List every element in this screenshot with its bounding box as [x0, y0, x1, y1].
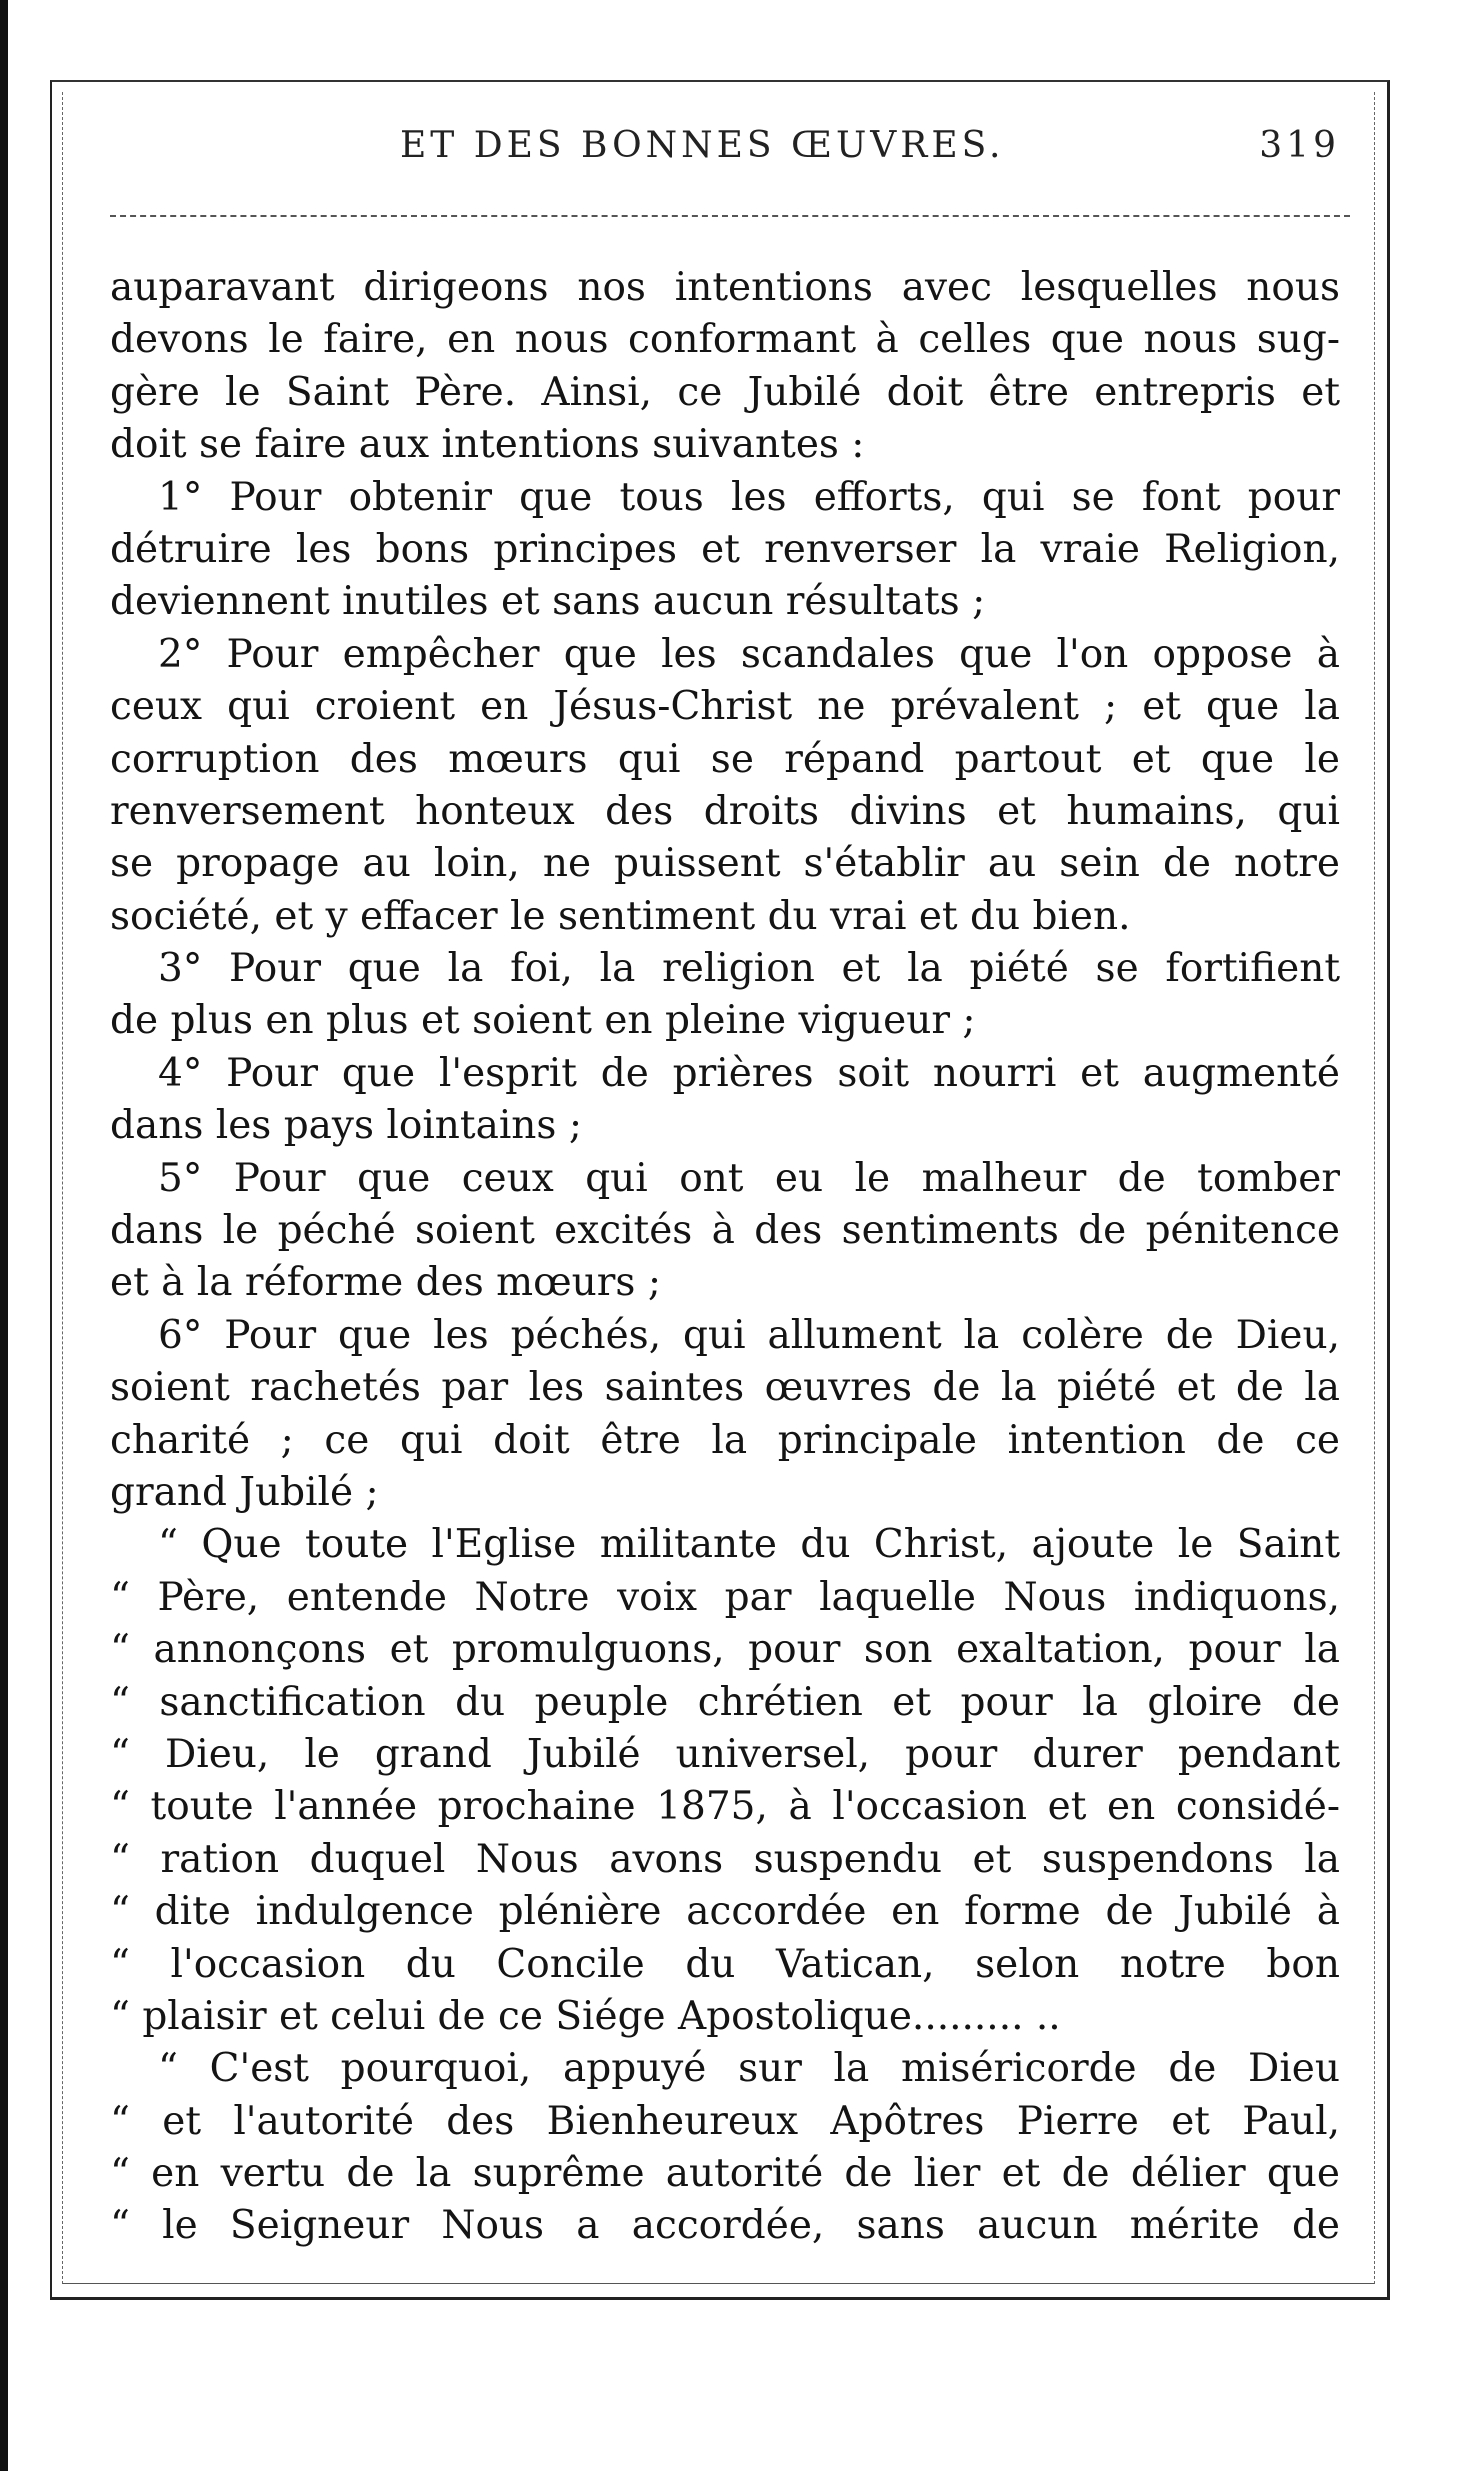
header-rule: [110, 215, 1350, 217]
text-line: renversement honteux des droits divins et humains, qui: [110, 788, 1340, 834]
text-line: 3° Pour que la foi, la religion et la piété se fortifient: [158, 946, 1340, 992]
text-line: “ ration duquel Nous avons suspendu et suspendons la: [110, 1836, 1340, 1882]
text-line: gère le Saint Père. Ainsi, ce Jubilé doit être entrepris et: [110, 369, 1340, 415]
text-line: “ dite indulgence plénière accordée en forme de Jubilé à: [110, 1889, 1340, 1935]
text-line: “ plaisir et celui de ce Siége Apostolique......... ..: [110, 1993, 1061, 2039]
text-line: doit se faire aux intentions suivantes :: [110, 422, 865, 468]
text-line: “ toute l'année prochaine 1875, à l'occasion et en considé-: [110, 1784, 1340, 1830]
page-edge-shadow: [0, 0, 8, 2471]
text-line: “ Dieu, le grand Jubilé universel, pour durer pendant: [110, 1731, 1340, 1777]
text-line: “ en vertu de la suprême autorité de lier et de délier que: [110, 2151, 1340, 2197]
text-line: auparavant dirigeons nos intentions avec lesquelles nous: [110, 265, 1340, 310]
text-line: détruire les bons principes et renverser la vraie Religion,: [110, 526, 1340, 572]
text-line: deviennent inutiles et sans aucun résultats ;: [110, 579, 986, 625]
text-line: “ Que toute l'Eglise militante du Christ, ajoute le Saint: [158, 1522, 1340, 1568]
text-line: 5° Pour que ceux qui ont eu le malheur de tomber: [158, 1155, 1340, 1201]
text-line: ceux qui croient en Jésus-Christ ne prévalent ; et que la: [110, 684, 1340, 730]
text-line: soient rachetés par les saintes œuvres de la piété et de la: [110, 1365, 1340, 1411]
text-line: 4° Pour que l'esprit de prières soit nourri et augmenté: [158, 1050, 1340, 1096]
text-line: dans le péché soient excités à des sentiments de pénitence: [110, 1208, 1340, 1254]
text-line: “ sanctification du peuple chrétien et pour la gloire de: [110, 1679, 1340, 1725]
text-line: dans les pays lointains ;: [110, 1103, 582, 1149]
text-line: “ et l'autorité des Bienheureux Apôtres Pierre et Paul,: [110, 2098, 1340, 2144]
text-line: “ Père, entende Notre voix par laquelle Nous indiquons,: [110, 1574, 1340, 1620]
text-line: “ annonçons et promulguons, pour son exaltation, pour la: [110, 1627, 1340, 1673]
text-line: charité ; ce qui doit être la principale intention de ce: [110, 1417, 1340, 1463]
text-line: “ l'occasion du Concile du Vatican, selon notre bon: [110, 1941, 1340, 1987]
text-line: “ le Seigneur Nous a accordée, sans aucun mérite de: [110, 2203, 1340, 2249]
text-line: 1° Pour obtenir que tous les efforts, qui se font pour: [158, 474, 1340, 520]
text-line: 2° Pour empêcher que les scandales que l'on oppose à: [158, 631, 1340, 677]
text-line: devons le faire, en nous conformant à celles que nous sug-: [110, 317, 1340, 363]
page-number: 319: [1259, 125, 1340, 166]
running-header: [110, 125, 1350, 175]
text-line: se propage au loin, ne puissent s'établir au sein de notre: [110, 841, 1340, 887]
body-text: [110, 262, 1340, 2253]
text-line: “ C'est pourquoi, appuyé sur la miséricorde de Dieu: [158, 2046, 1340, 2092]
text-line: grand Jubilé ;: [110, 1469, 379, 1515]
text-line: corruption des mœurs qui se répand partout et que le: [110, 736, 1340, 782]
text-line: et à la réforme des mœurs ;: [110, 1260, 661, 1306]
text-line: de plus en plus et soient en pleine vigueur ;: [110, 998, 976, 1044]
text-line: société, et y effacer le sentiment du vrai et du bien.: [110, 893, 1131, 939]
text-line: 6° Pour que les péchés, qui allument la colère de Dieu,: [158, 1312, 1340, 1358]
running-title: ET DES BONNES ŒUVRES.: [400, 125, 1005, 166]
